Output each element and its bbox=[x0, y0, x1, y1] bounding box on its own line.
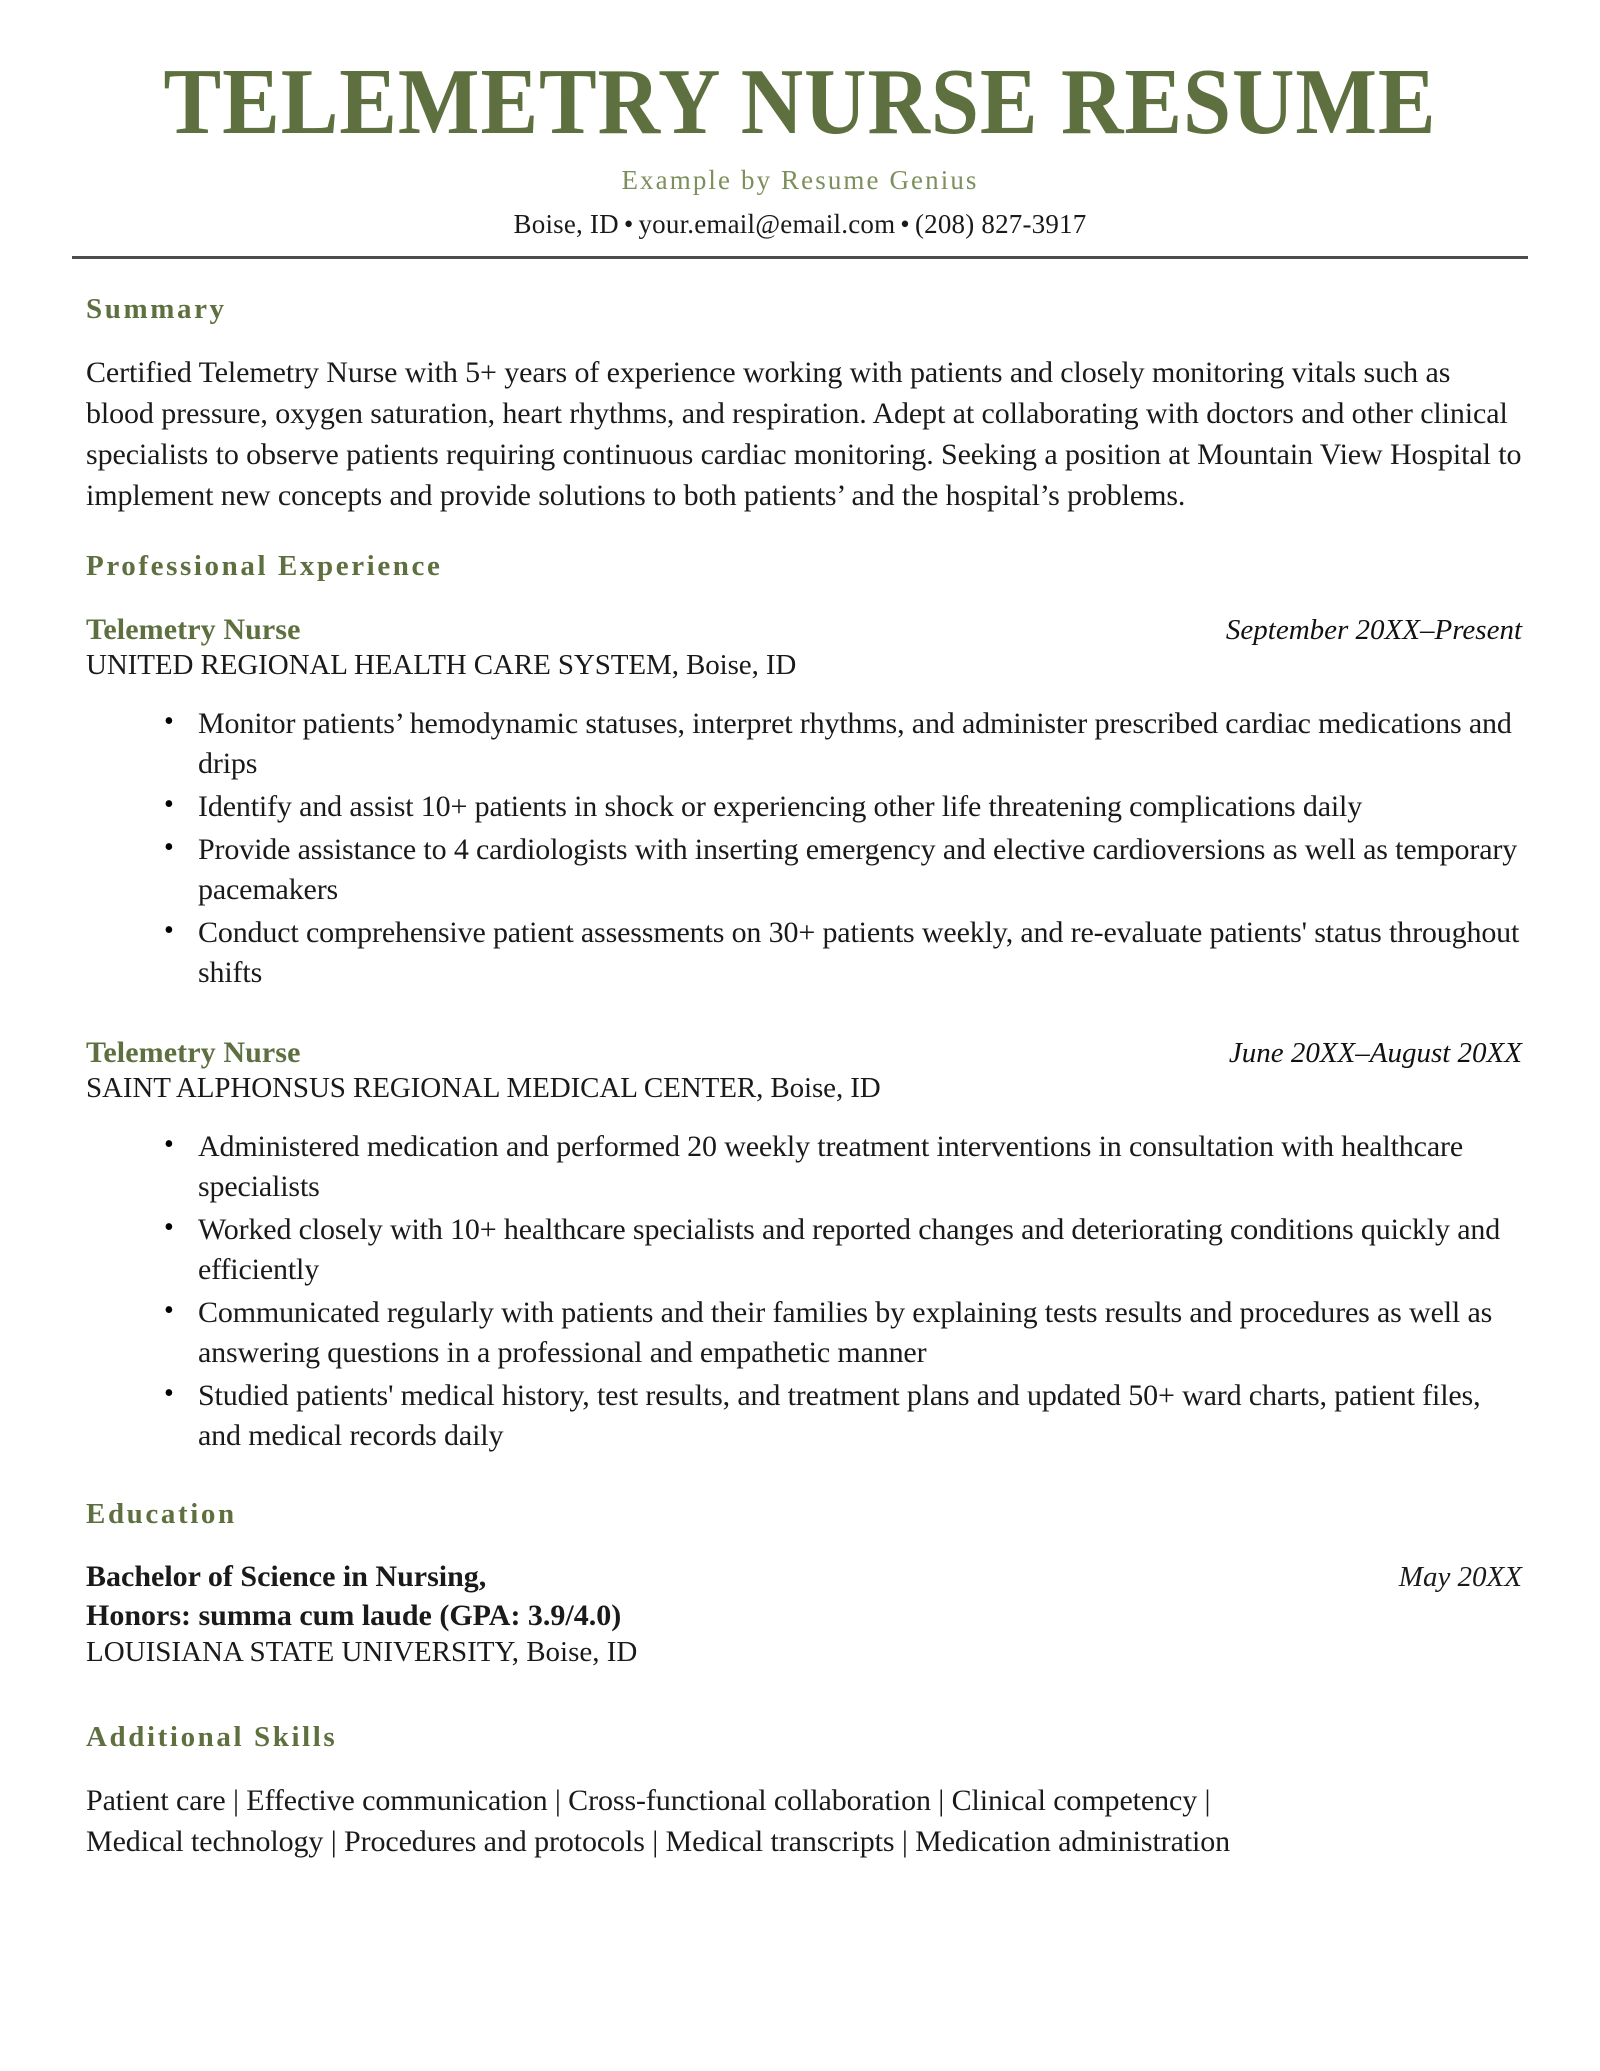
list-item: • Monitor patients’ hemodynamic statuses, interpret rhythms, and administer prescribed cardiac medications and drips bbox=[164, 704, 1522, 784]
section-heading-summary: Summary bbox=[86, 292, 227, 325]
experience-bullet-list bbox=[86, 1127, 1522, 1455]
experience-employer: SAINT ALPHONSUS REGIONAL MEDICAL CENTER, Boise, ID bbox=[86, 1072, 881, 1105]
section-heading-skills: Additional Skills bbox=[86, 1720, 338, 1753]
resume-header bbox=[0, 0, 1600, 240]
experience-job-date: June 20XX–August 20XX bbox=[1228, 1037, 1522, 1070]
list-item: • Communicated regularly with patients and their families by explaining tests results and procedures as well as answering questions in a professional and empathetic manner bbox=[164, 1293, 1522, 1373]
contact-email[interactable]: your.email@email.com bbox=[638, 208, 896, 239]
list-item: • Provide assistance to 4 cardiologists with inserting emergency and elective cardioversions as well as temporary pacemakers bbox=[164, 830, 1522, 910]
page-title: TELEMETRY NURSE RESUME bbox=[163, 50, 1437, 154]
experience-entry bbox=[86, 1036, 1522, 1455]
education-entry-header bbox=[86, 1557, 1522, 1635]
resume-subtitle: Example by Resume Genius bbox=[621, 164, 979, 195]
education-school: LOUISIANA STATE UNIVERSITY, Boise, ID bbox=[86, 1635, 638, 1668]
section-summary bbox=[86, 293, 1522, 516]
experience-job-title: Telemetry Nurse bbox=[86, 1036, 301, 1070]
section-professional-experience bbox=[86, 550, 1522, 1455]
experience-entry-header bbox=[86, 613, 1522, 647]
experience-entry-header bbox=[86, 1036, 1522, 1070]
contact-location: Boise, ID bbox=[513, 208, 619, 239]
resume-content bbox=[0, 293, 1600, 1862]
experience-job-title: Telemetry Nurse bbox=[86, 613, 301, 647]
skills-line-2: Medical technology | Procedures and protocols | Medical transcripts | Medication administration bbox=[86, 1824, 1231, 1858]
section-heading-experience: Professional Experience bbox=[86, 550, 443, 583]
skills-body bbox=[86, 1780, 1522, 1862]
list-item: • Identify and assist 10+ patients in shock or experiencing other life threatening complications daily bbox=[164, 787, 1522, 827]
header-divider bbox=[72, 256, 1528, 259]
education-date: May 20XX bbox=[1398, 1560, 1522, 1593]
section-education bbox=[86, 1498, 1522, 1669]
experience-bullet-list bbox=[86, 704, 1522, 992]
experience-job-date: September 20XX–Present bbox=[1225, 614, 1522, 647]
experience-entry bbox=[86, 613, 1522, 992]
education-degree bbox=[86, 1557, 621, 1635]
education-body bbox=[86, 1557, 1522, 1669]
list-item: • Worked closely with 10+ healthcare specialists and reported changes and deteriorating conditions quickly and efficiently bbox=[164, 1210, 1522, 1290]
contact-phone: (208) 827-3917 bbox=[914, 208, 1087, 239]
skills-line-1: Patient care | Effective communication | Cross-functional collaboration | Clinical competency | bbox=[86, 1783, 1211, 1817]
list-item: • Conduct comprehensive patient assessments on 30+ patients weekly, and re-evaluate patients' status throughout shifts bbox=[164, 913, 1522, 993]
education-degree-line-1: Bachelor of Science in Nursing, bbox=[86, 1559, 487, 1593]
section-heading-education: Education bbox=[86, 1497, 237, 1530]
summary-paragraph: Certified Telemetry Nurse with 5+ years of experience working with patients and closely monitoring vitals such as blood pressure, oxygen saturation, heart rhythms, and respiration. Adept at collaborating with doctors and other clinical specialists to observe patients requiring continuous cardiac monitoring. Seeking a position at Mountain View Hospital to implement new concepts and provide solutions to both patients’ and the hospital’s problems. bbox=[86, 355, 1522, 513]
summary-body bbox=[86, 352, 1522, 516]
experience-employer: UNITED REGIONAL HEALTH CARE SYSTEM, Boise, ID bbox=[86, 649, 797, 682]
list-item: • Administered medication and performed 20 weekly treatment interventions in consultation with healthcare specialists bbox=[164, 1127, 1522, 1207]
list-item: • Studied patients' medical history, test results, and treatment plans and updated 50+ ward charts, patient files, and medical records daily bbox=[164, 1376, 1522, 1456]
contact-separator-2: • bbox=[900, 208, 910, 239]
section-additional-skills bbox=[86, 1721, 1522, 1862]
education-degree-line-2: Honors: summa cum laude (GPA: 3.9/4.0) bbox=[86, 1598, 622, 1632]
contact-separator-1: • bbox=[623, 208, 634, 239]
contact-line bbox=[60, 209, 1540, 240]
